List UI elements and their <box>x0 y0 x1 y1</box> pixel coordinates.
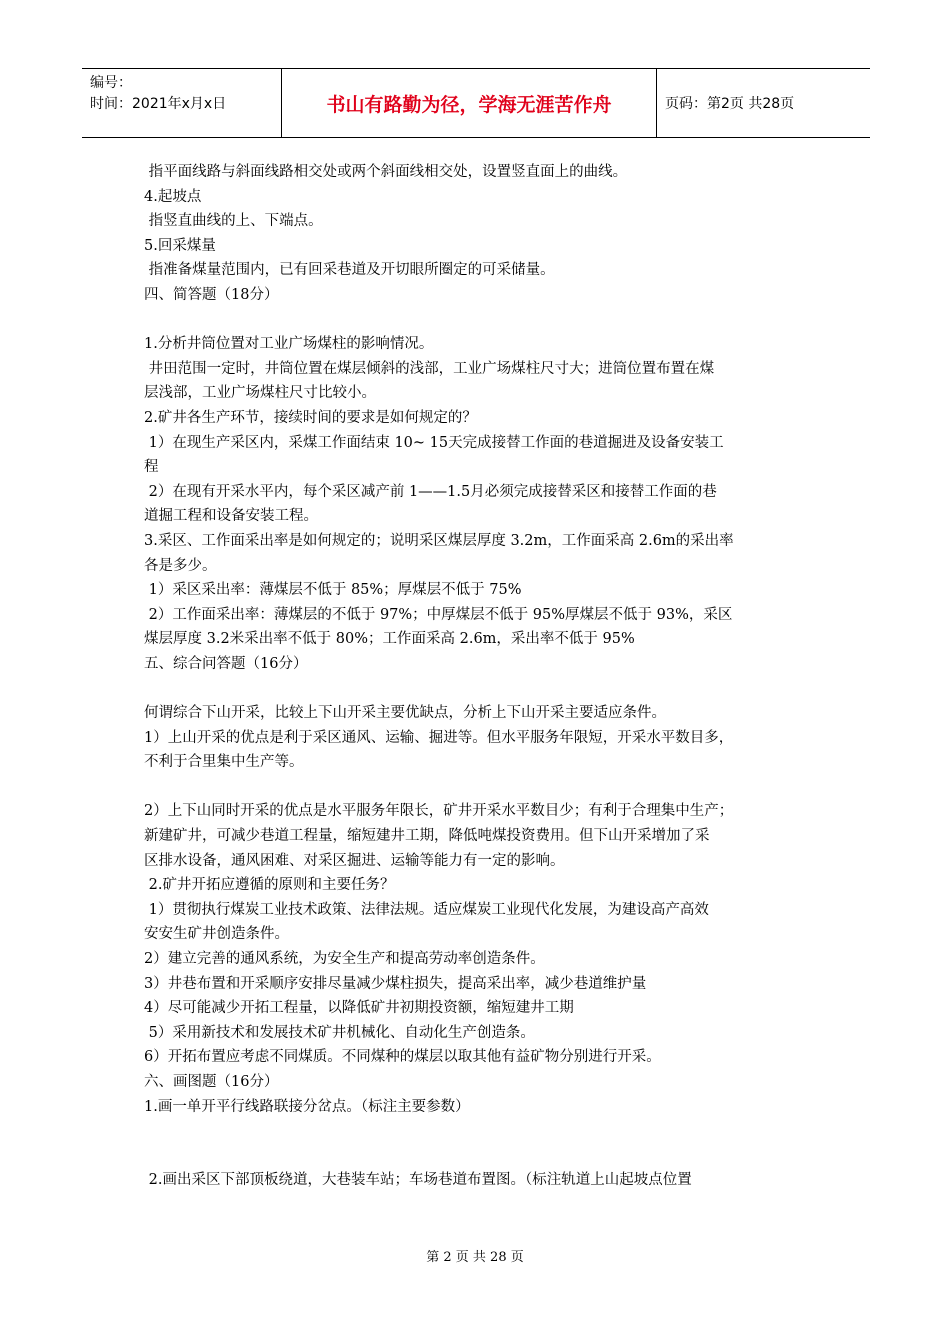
text-line: 1）在现生产采区内，采煤工作面结束 10~ 15天完成接替工作面的巷道掘进及设备安装工 <box>144 434 724 451</box>
text-line: 五、综合问答题（16分） <box>144 655 308 672</box>
text-line: 指竖直曲线的上、下端点。 <box>144 213 323 230</box>
text-line: 4.起坡点 <box>144 188 202 205</box>
text-line: 井田范围一定时，井筒位置在煤层倾斜的浅部，工业广场煤柱尺寸大；进筒位置布置在煤 <box>144 360 715 377</box>
text-line: 不利于合里集中生产等。 <box>144 754 304 771</box>
text-line: 5）采用新技术和发展技术矿井机械化、自动化生产创造条。 <box>144 1024 535 1041</box>
text-line: 3）井巷布置和开采顺序安排尽量减少煤柱损失，提高采出率，减少巷道维护量 <box>144 975 647 992</box>
text-line: 1）采区采出率：薄煤层不低于 85%；厚煤层不低于 75% <box>144 582 522 599</box>
time-label: 时间：2021年x月x日 <box>90 96 227 112</box>
page-footer: 第 2 页 共 28 页 <box>426 1250 524 1265</box>
text-line <box>144 1144 814 1169</box>
text-line: 4）尽可能减少开拓工程量，以降低矿井初期投资额，缩短建井工期 <box>144 1000 574 1017</box>
text-line: 四、简答题（18分） <box>144 286 279 303</box>
text-line: 2）建立完善的通风系统，为安全生产和提高劳动率创造条件。 <box>144 951 545 967</box>
header-motto: 书山有路勤为径，学海无涯苦作舟 <box>282 69 657 137</box>
header-meta <box>82 69 282 137</box>
text-line <box>144 308 814 333</box>
text-line <box>144 775 814 800</box>
text-line: 6）开拓布置应考虑不同煤质。不同煤种的煤层以取其他有益矿物分别进行开采。 <box>144 1049 661 1066</box>
text-line: 各是多少。 <box>144 557 217 574</box>
text-line: 1）上山开采的优点是利于采区通风、运输、掘进等。但水平服务年限短，开采水平数目多， <box>144 729 734 746</box>
text-line: 程 <box>144 459 159 476</box>
text-line: 指平面线路与斜面线路相交处或两个斜面线相交处，设置竖直面上的曲线。 <box>144 164 628 180</box>
text-line: 2）在现有开采水平内，每个采区减产前 1——1.5月必须完成接替采区和接替工作面的巷 <box>144 483 717 500</box>
number-label: 编号： <box>90 75 132 91</box>
text-line: 1.分析井筒位置对工业广场煤柱的影响情况。 <box>144 336 434 353</box>
text-line: 指准备煤量范围内，已有回采巷道及开切眼所圈定的可采储量。 <box>144 262 555 279</box>
text-line <box>144 676 814 701</box>
text-line: 六、画图题（16分） <box>144 1073 279 1090</box>
text-line: 安安生矿井创造条件。 <box>144 926 289 943</box>
text-line: 道掘工程和设备安装工程。 <box>144 508 318 525</box>
text-line: 新建矿井，可减少巷道工程量，缩短建井工期，降低吨煤投资费用。但下山开采增加了采 <box>144 828 710 845</box>
text-line: 2.矿井各生产环节，接续时间的要求是如何规定的？ <box>144 409 477 426</box>
text-line: 2）工作面采出率：薄煤层的不低于 97%；中厚煤层不低于 95%厚煤层不低于 93%，采区 <box>144 606 733 623</box>
text-line: 1）贯彻执行煤炭工业技术政策、法律法规。适应煤炭工业现代化发展，为建设高产高效 <box>144 901 709 918</box>
text-line: 2.矿井开拓应遵循的原则和主要任务？ <box>144 877 395 894</box>
text-line: 层浅部，工业广场煤柱尺寸比较小。 <box>144 385 376 402</box>
text-line: 2）上下山同时开采的优点是水平服务年限长，矿井开采水平数目少；有利于合理集中生产； <box>144 803 734 820</box>
text-line: 5.回采煤量 <box>144 237 216 254</box>
header-page-info: 页码：第2页 共28页 <box>665 96 795 112</box>
page-header <box>82 68 870 138</box>
document-body <box>144 160 814 1193</box>
text-line <box>144 1119 814 1144</box>
text-line: 3.采区、工作面采出率是如何规定的；说明采区煤层厚度 3.2m，工作面采高 2.6m的采出率 <box>144 532 734 549</box>
text-line: 何谓综合下山开采，比较上下山开采主要优缺点，分析上下山开采主要适应条件。 <box>144 705 666 722</box>
text-line: 煤层厚度 3.2米采出率不低于 80%；工作面采高 2.6m，采出率不低于 95% <box>144 631 635 648</box>
text-line: 区排水设备，通风困难、对采区掘进、运输等能力有一定的影响。 <box>144 852 565 869</box>
text-line: 2.画出采区下部顶板绕道，大巷装车站；车场巷道布置图。（标注轨道上山起坡点位置 <box>144 1172 692 1189</box>
text-line: 1.画一单开平行线路联接分岔点。（标注主要参数） <box>144 1098 470 1115</box>
